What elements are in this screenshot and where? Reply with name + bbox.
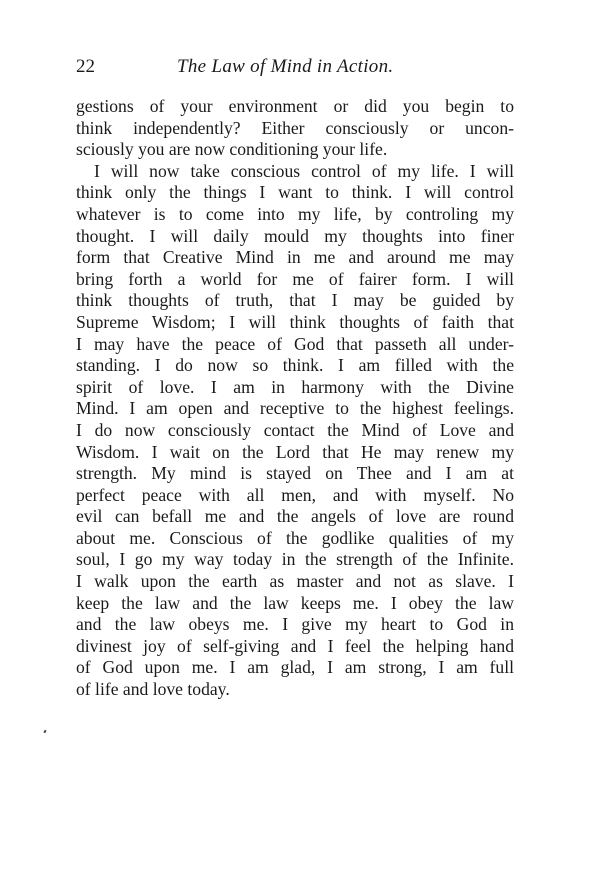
- running-title: The Law of Mind in Action.: [177, 56, 394, 77]
- body-text: [76, 96, 514, 701]
- text-line: of life and love today.: [76, 679, 230, 700]
- print-speck: [43, 730, 46, 734]
- text-line: I do now consciously contact the Mind of Love and: [76, 419, 514, 440]
- text-line: bring forth a world for me of fairer form. I will: [76, 268, 514, 289]
- text-line: of God upon me. I am glad, I am strong, I am full: [76, 657, 514, 678]
- text-line: Wisdom. I wait on the Lord that He may renew my: [76, 441, 514, 462]
- text-line: thought. I will daily mould my thoughts into finer: [76, 225, 514, 246]
- text-line: form that Creative Mind in me and around me may: [76, 247, 514, 268]
- text-line: perfect peace with all men, and with myself. No: [76, 484, 514, 505]
- text-line: I walk upon the earth as master and not as slave. I: [76, 571, 514, 592]
- text-line: I may have the peace of God that passeth all under-: [76, 333, 514, 354]
- text-line: divinest joy of self-giving and I feel the helping hand: [76, 635, 514, 656]
- text-line: think independently? Either consciously or uncon-: [76, 117, 514, 138]
- text-line: standing. I do now so think. I am filled with the: [76, 355, 514, 376]
- text-line: spirit of love. I am in harmony with the Divine: [76, 376, 514, 397]
- text-line: soul, I go my way today in the strength of the Infinite.: [76, 549, 514, 570]
- text-line: gestions of your environment or did you begin to: [76, 96, 514, 116]
- page-number: 22: [76, 56, 95, 77]
- text-line: evil can befall me and the angels of love are round: [76, 506, 514, 527]
- text-line: whatever is to come into my life, by controling my: [76, 203, 514, 224]
- text-line: think only the things I want to think. I will control: [76, 182, 514, 203]
- text-line: and the law obeys me. I give my heart to God in: [76, 614, 514, 635]
- text-line: keep the law and the law keeps me. I obey the law: [76, 592, 514, 613]
- text-line: I will now take conscious control of my life. I will: [94, 160, 514, 181]
- text-line: sciously you are now conditioning your life.: [76, 139, 388, 160]
- text-line: think thoughts of truth, that I may be guided by: [76, 290, 514, 311]
- page-header: [76, 56, 520, 84]
- text-line: strength. My mind is stayed on Thee and I am at: [76, 463, 514, 484]
- text-line: about me. Conscious of the godlike qualities of my: [76, 527, 514, 548]
- text-line: Supreme Wisdom; I will think thoughts of faith that: [76, 311, 514, 332]
- text-line: Mind. I am open and receptive to the highest feelings.: [76, 398, 514, 419]
